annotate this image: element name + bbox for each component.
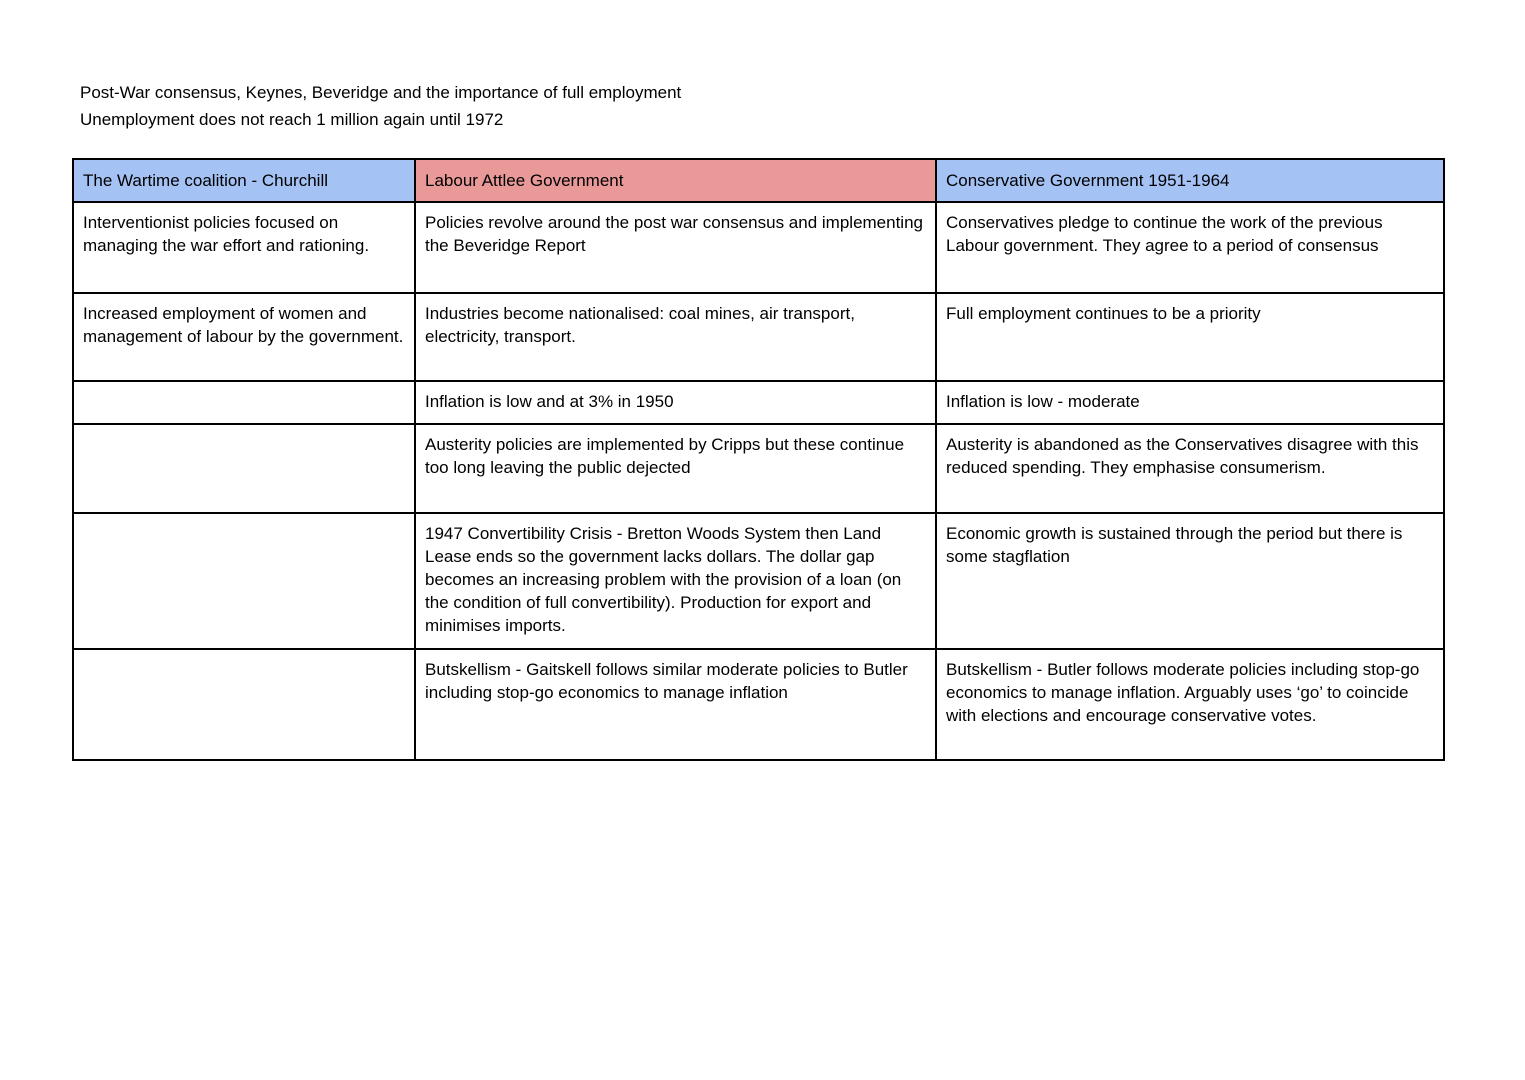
header-cell-wartime-coalition: The Wartime coalition - Churchill (73, 159, 415, 202)
table-cell: Policies revolve around the post war consensus and implementing the Beveridge Report (415, 202, 936, 293)
table-row (73, 513, 1444, 649)
header-cell-labour-attlee: Labour Attlee Government (415, 159, 936, 202)
intro-line-1: Post-War consensus, Keynes, Beveridge and the importance of full employment (80, 83, 682, 102)
table-cell: Economic growth is sustained through the period but there is some stagflation (936, 513, 1444, 649)
table-cell: Austerity policies are implemented by Cripps but these continue too long leaving the public dejected (415, 424, 936, 513)
table-header-row (73, 159, 1444, 202)
table-cell (73, 381, 415, 424)
intro-paragraph (80, 79, 681, 133)
table-cell: Conservatives pledge to continue the work of the previous Labour government. They agree to a period of consensus (936, 202, 1444, 293)
table-row (73, 293, 1444, 381)
table-cell: Butskellism - Butler follows moderate policies including stop-go economics to manage inflation. Arguably uses ‘go’ to coincide with elections and encourage conservative votes. (936, 649, 1444, 760)
table-cell: Inflation is low - moderate (936, 381, 1444, 424)
table-cell: Industries become nationalised: coal mines, air transport, electricity, transport. (415, 293, 936, 381)
intro-line-2: Unemployment does not reach 1 million again until 1972 (80, 110, 504, 129)
table-cell: Increased employment of women and management of labour by the government. (73, 293, 415, 381)
table-cell: Full employment continues to be a priority (936, 293, 1444, 381)
table-cell: Austerity is abandoned as the Conservatives disagree with this reduced spending. They emphasise consumerism. (936, 424, 1444, 513)
table-cell: Interventionist policies focused on managing the war effort and rationing. (73, 202, 415, 293)
table-row (73, 202, 1444, 293)
table-cell: Butskellism - Gaitskell follows similar moderate policies to Butler including stop-go economics to manage inflation (415, 649, 936, 760)
table-cell (73, 649, 415, 760)
table-cell (73, 424, 415, 513)
table-row (73, 649, 1444, 760)
table-row (73, 381, 1444, 424)
table-row (73, 424, 1444, 513)
table-cell: Inflation is low and at 3% in 1950 (415, 381, 936, 424)
header-cell-conservative: Conservative Government 1951-1964 (936, 159, 1444, 202)
post-war-consensus-table (72, 158, 1445, 761)
table-cell (73, 513, 415, 649)
table-cell: 1947 Convertibility Crisis - Bretton Woods System then Land Lease ends so the government lacks dollars. The dollar gap becomes an increasing problem with the provision of a loan (on the condition of full convertibility). Production for export and minimises imports. (415, 513, 936, 649)
